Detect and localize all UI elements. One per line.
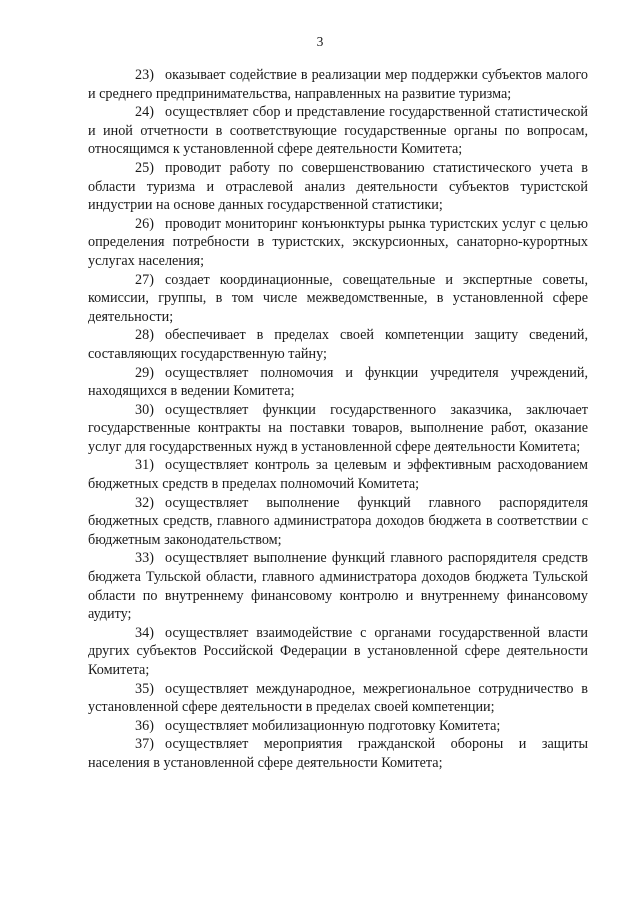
item-text: осуществляет выполнение функций главного распорядителя средств бюджета Тульской области, главного администратора доходов бюджета Тульской области по внутреннему финансовому контролю и внутреннему финансовому аудиту; xyxy=(88,550,588,623)
list-item xyxy=(88,717,588,736)
list-item xyxy=(88,680,588,717)
item-number: 37) xyxy=(135,736,154,753)
item-number: 35) xyxy=(135,680,154,697)
list-item xyxy=(88,271,588,327)
list-item xyxy=(88,735,588,772)
item-text: осуществляет международное, межрегиональное сотрудничество в установленной сфере деятельности в пределах своей компетенции; xyxy=(88,680,588,716)
item-text: оказывает содействие в реализации мер поддержки субъектов малого и среднего предпринимательства, направленных на развитие туризма; xyxy=(88,67,588,102)
item-text: создает координационные, совещательные и экспертные советы, комиссии, группы, в том числе межведомственные, в установленной сфере деятельности; xyxy=(88,271,588,325)
item-text: проводит работу по совершенствованию статистического учета в области туризма и отраслевой анализ деятельности субъектов туристской индустрии на основе данных государственной статистики; xyxy=(88,159,588,214)
list-item xyxy=(88,494,588,550)
item-number: 34) xyxy=(135,624,154,641)
item-number: 33) xyxy=(135,550,154,567)
item-text: осуществляет выполнение функций главного распорядителя бюджетных средств, главного администратора доходов бюджета в соответствии с бюджетным законодательством; xyxy=(88,494,588,548)
item-number: 26) xyxy=(135,215,154,232)
item-text: осуществляет полномочия и функции учредителя учреждений, находящихся в ведении Комитета; xyxy=(88,364,588,400)
list-item xyxy=(88,364,588,401)
item-number: 25) xyxy=(135,159,154,176)
item-text: осуществляет сбор и представление государственной статистической и иной отчетности в соответствующие государственные органы по вопросам, относящимся к установленной сфере деятельности Комитета; xyxy=(88,104,588,158)
item-number: 28) xyxy=(135,327,154,344)
document-body xyxy=(88,66,588,773)
list-item xyxy=(88,326,588,363)
item-text: проводит мониторинг конъюнктуры рынка туристских услуг с целью определения потребности в туристских, экскурсионных, санаторно-курортных услугах населения; xyxy=(88,215,588,269)
item-text: осуществляет взаимодействие с органами государственной власти других субъектов Российской Федерации в установленной сфере деятельности Комитета; xyxy=(88,624,588,678)
item-text: осуществляет мобилизационную подготовку Комитета; xyxy=(165,717,501,734)
list-item xyxy=(88,66,588,103)
list-item xyxy=(88,401,588,457)
item-number: 24) xyxy=(135,104,154,121)
item-number: 32) xyxy=(135,494,154,511)
item-number: 31) xyxy=(135,457,154,474)
list-item xyxy=(88,215,588,271)
list-item xyxy=(88,549,588,623)
list-item xyxy=(88,456,588,493)
item-number: 27) xyxy=(135,271,154,288)
item-text: осуществляет мероприятия гражданской обороны и защиты населения в установленной сфере деятельности Комитета; xyxy=(88,736,588,771)
item-number: 29) xyxy=(135,364,154,381)
item-number: 23) xyxy=(135,67,154,83)
list-item xyxy=(88,103,588,159)
item-text: осуществляет функции государственного заказчика, заключает государственные контракты на поставки товаров, выполнение работ, оказание услуг для государственных нужд в установленной сфере деятельности Комитета; xyxy=(88,401,588,455)
item-number: 36) xyxy=(135,717,154,734)
list-item xyxy=(88,159,588,215)
item-text: обеспечивает в пределах своей компетенции защиту сведений, составляющих государственную тайну; xyxy=(88,327,588,362)
page-number: 3 xyxy=(316,34,324,49)
list-item xyxy=(88,624,588,680)
item-text: осуществляет контроль за целевым и эффективным расходованием бюджетных средств в пределах полномочий Комитета; xyxy=(88,457,588,493)
item-number: 30) xyxy=(135,401,154,418)
